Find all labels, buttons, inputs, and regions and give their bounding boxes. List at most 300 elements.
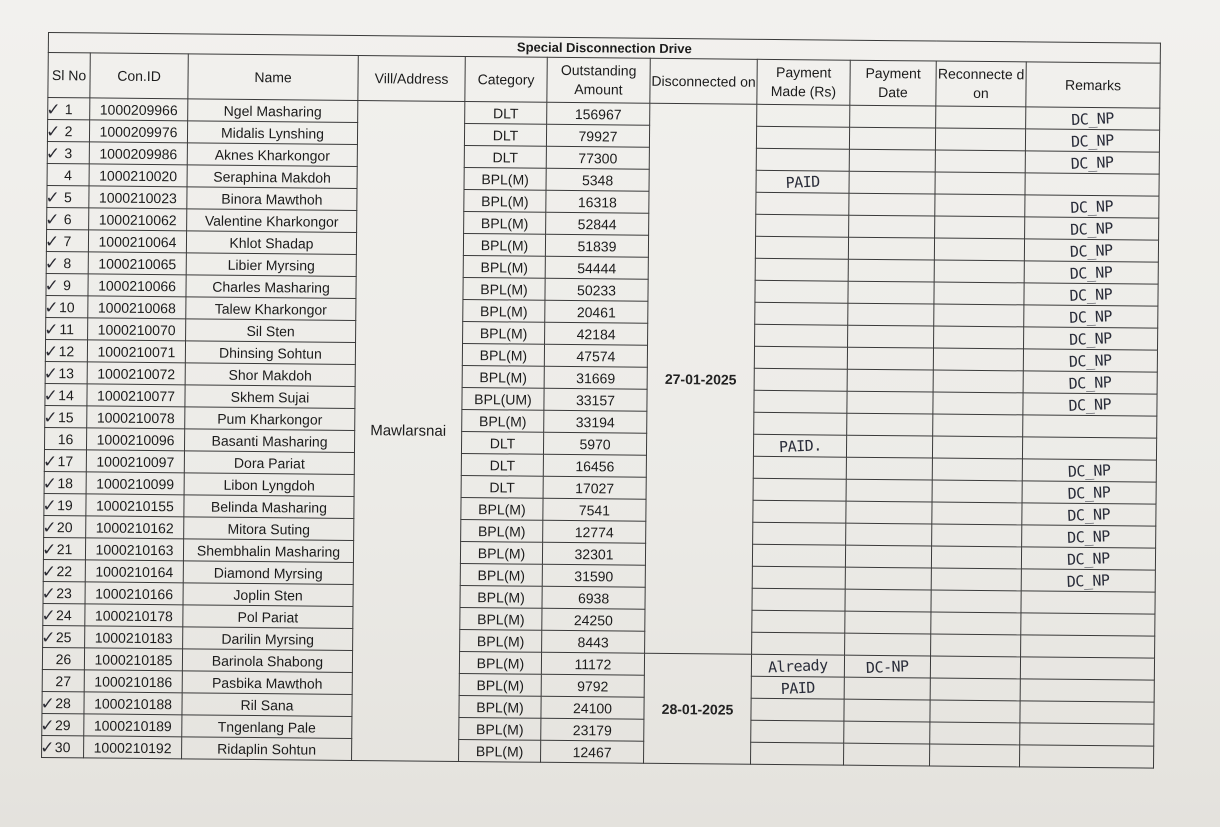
- check-mark-icon: ✓: [41, 627, 56, 649]
- row-name: Ngel Masharing: [188, 99, 358, 123]
- row-outstanding-amount: 31590: [542, 564, 645, 587]
- row-payment-made: [752, 544, 845, 567]
- row-reconnected-on: [933, 370, 1023, 393]
- row-remarks: [1025, 151, 1159, 174]
- row-con-id: 1000210078: [87, 406, 185, 429]
- disconnection-sheet: [41, 32, 1160, 769]
- disconnected-date-group-1: 27-01-2025: [645, 103, 757, 654]
- handwritten-remark: DC_NP: [1066, 548, 1111, 569]
- row-payment-made: [754, 412, 847, 435]
- row-outstanding-amount: 51839: [545, 234, 648, 257]
- row-outstanding-amount: 16456: [543, 454, 646, 477]
- row-remarks: [1025, 195, 1159, 218]
- row-payment-date: [848, 259, 934, 282]
- handwritten-remark: DC_NP: [1067, 526, 1111, 547]
- handwritten-remark: DC_NP: [1069, 240, 1114, 261]
- row-outstanding-amount: 32301: [542, 542, 645, 565]
- row-name: Pasbika Mawthoh: [182, 671, 352, 695]
- row-payment-date: [849, 127, 935, 150]
- row-name: Aknes Kharkongor: [187, 143, 357, 167]
- row-sl-no: 17 ✓: [44, 449, 86, 471]
- row-remarks: [1019, 745, 1153, 768]
- row-category: DLT: [461, 475, 543, 498]
- row-sl-no: 19 ✓: [44, 493, 86, 515]
- row-remarks: [1020, 723, 1154, 746]
- handwritten-remark: DC_NP: [1067, 482, 1111, 503]
- row-name: Talew Kharkongor: [186, 297, 356, 321]
- row-category: BPL(M): [462, 409, 544, 432]
- row-payment-date: [850, 105, 936, 128]
- row-outstanding-amount: 12467: [541, 740, 644, 763]
- row-payment-date: [847, 369, 933, 392]
- row-sl-no: 2 ✓: [47, 120, 89, 142]
- row-category: BPL(M): [459, 739, 541, 762]
- header-payment-made: Payment Made (Rs): [757, 59, 850, 105]
- row-outstanding-amount: 77300: [546, 146, 649, 169]
- check-mark-icon: ✓: [42, 517, 57, 539]
- header-payment-date: Payment Date: [850, 60, 936, 106]
- row-con-id: 1000210023: [89, 186, 187, 209]
- row-remarks: [1023, 349, 1157, 372]
- row-name: Skhem Sujai: [185, 385, 355, 409]
- row-sl-no: 1 ✓: [48, 98, 90, 120]
- row-payment-date: [844, 655, 930, 678]
- row-reconnected-on: [931, 546, 1021, 569]
- row-payment-date: [848, 281, 934, 304]
- row-remarks: [1024, 261, 1158, 284]
- row-reconnected-on: [933, 414, 1023, 437]
- row-payment-date: [847, 391, 933, 414]
- row-name: Khlot Shadap: [186, 231, 356, 255]
- row-reconnected-on: [929, 744, 1019, 767]
- row-con-id: 1000210070: [88, 318, 186, 341]
- row-outstanding-amount: 33157: [544, 388, 647, 411]
- row-category: BPL(M): [461, 497, 543, 520]
- row-reconnected-on: [932, 524, 1022, 547]
- row-sl-no: 16: [44, 427, 86, 449]
- header-reconnected-on: Reconnecte d on: [936, 61, 1026, 107]
- row-sl-no: 12 ✓: [45, 339, 87, 361]
- row-payment-made: [756, 214, 849, 237]
- row-outstanding-amount: 33194: [544, 410, 647, 433]
- handwritten-remark: DC_NP: [1070, 130, 1115, 151]
- handwritten-remark: DC_NP: [1069, 218, 1114, 239]
- handwritten-remark: DC_NP: [1070, 196, 1114, 217]
- row-reconnected-on: [935, 194, 1025, 217]
- handwritten-remark: DC_NP: [1068, 328, 1113, 349]
- row-payment-date: [845, 633, 931, 656]
- row-sl-no: 4: [47, 163, 89, 185]
- row-name: Seraphina Makdoh: [187, 165, 357, 189]
- row-outstanding-amount: 5348: [546, 168, 649, 191]
- check-mark-icon: ✓: [45, 121, 61, 143]
- row-name: Valentine Kharkongor: [187, 209, 357, 233]
- row-outstanding-amount: 47574: [544, 344, 647, 367]
- row-payment-date: [846, 457, 932, 480]
- row-name: Midalis Lynshing: [187, 121, 357, 145]
- row-reconnected-on: [934, 326, 1024, 349]
- row-reconnected-on: [930, 656, 1020, 679]
- row-outstanding-amount: 6938: [542, 586, 645, 609]
- row-category: BPL(M): [460, 629, 542, 652]
- row-village: Mawlarsnai: [352, 100, 465, 761]
- row-outstanding-amount: 24100: [541, 696, 644, 719]
- row-sl-no: 27: [42, 669, 84, 691]
- row-category: BPL(M): [459, 717, 541, 740]
- row-outstanding-amount: 54444: [545, 256, 648, 279]
- row-con-id: 1000210166: [85, 582, 183, 605]
- row-con-id: 1000210097: [86, 450, 184, 473]
- handwritten-remark: DC_NP: [1068, 394, 1112, 415]
- row-payment-made: [752, 566, 845, 589]
- row-payment-made: [756, 148, 849, 171]
- handwritten-payment-note: PAID: [780, 678, 816, 698]
- disconnected-date-group-2: 28-01-2025: [644, 653, 752, 764]
- check-mark-icon: ✓: [44, 231, 60, 253]
- row-remarks: [1020, 657, 1154, 680]
- check-mark-icon: ✓: [44, 253, 60, 275]
- row-category: BPL(M): [463, 255, 545, 278]
- row-name: Tngenlang Pale: [182, 715, 352, 739]
- row-reconnected-on: [935, 172, 1025, 195]
- table-body: [42, 98, 1160, 769]
- row-sl-no: 6 ✓: [47, 207, 89, 229]
- row-name: Binora Mawthoh: [187, 187, 357, 211]
- row-con-id: 1000210189: [84, 714, 182, 737]
- row-reconnected-on: [931, 612, 1021, 635]
- check-mark-icon: ✓: [41, 539, 57, 561]
- row-reconnected-on: [931, 568, 1021, 591]
- row-name: Charles Masharing: [186, 275, 356, 299]
- row-con-id: 1000209966: [90, 98, 188, 121]
- row-payment-date: [843, 743, 929, 766]
- handwritten-remark: DC_NP: [1067, 504, 1111, 525]
- row-sl-no: 23 ✓: [43, 581, 85, 603]
- row-reconnected-on: [932, 458, 1022, 481]
- row-name: Dora Pariat: [184, 451, 354, 475]
- row-outstanding-amount: 7541: [543, 498, 646, 521]
- row-sl-no: 5 ✓: [47, 185, 89, 207]
- row-name: Basanti Masharing: [184, 429, 354, 453]
- row-reconnected-on: [934, 282, 1024, 305]
- row-con-id: 1000210062: [89, 208, 187, 231]
- row-remarks: [1025, 217, 1159, 240]
- row-sl-no: 18 ✓: [44, 471, 86, 493]
- handwritten-remark: DC_NP: [1069, 262, 1113, 283]
- handwritten-remark: DC_NP: [1070, 152, 1114, 173]
- row-reconnected-on: [931, 590, 1021, 613]
- row-name: Sil Sten: [186, 319, 356, 343]
- row-con-id: 1000210096: [86, 428, 184, 451]
- handwritten-payment-note: PAID: [785, 172, 821, 192]
- row-sl-no: 8 ✓: [46, 251, 88, 273]
- row-payment-date: [848, 237, 934, 260]
- row-category: BPL(M): [460, 541, 542, 564]
- row-payment-date: [846, 435, 932, 458]
- row-category: DLT: [461, 453, 543, 476]
- row-name: Darilin Myrsing: [183, 627, 353, 651]
- row-sl-no: 25 ✓: [43, 625, 85, 647]
- row-name: Belinda Masharing: [184, 495, 354, 519]
- row-category: BPL(M): [460, 607, 542, 630]
- row-payment-made: [753, 434, 846, 457]
- row-sl-no: 10 ✓: [46, 295, 88, 317]
- row-remarks: [1025, 129, 1159, 152]
- row-payment-date: [844, 677, 930, 700]
- row-con-id: 1000210066: [88, 274, 186, 297]
- row-payment-date: [844, 721, 930, 744]
- row-payment-date: [847, 347, 933, 370]
- row-name: Shor Makdoh: [185, 363, 355, 387]
- row-payment-date: [849, 215, 935, 238]
- disconnection-table: [41, 32, 1161, 769]
- header-vill-address: Vill/Address: [358, 55, 465, 101]
- row-category: DLT: [464, 146, 546, 169]
- row-payment-made: [753, 456, 846, 479]
- row-con-id: 1000210185: [84, 648, 182, 671]
- row-category: DLT: [465, 102, 547, 125]
- row-outstanding-amount: 11172: [541, 652, 644, 675]
- check-mark-icon: ✓: [46, 99, 61, 121]
- row-payment-date: [845, 567, 931, 590]
- check-mark-icon: ✓: [40, 737, 55, 759]
- row-payment-date: [845, 611, 931, 634]
- row-sl-no: 22 ✓: [43, 559, 85, 581]
- row-category: BPL(M): [464, 211, 546, 234]
- handwritten-payment-date-note: DC-NP: [865, 656, 910, 677]
- row-category: BPL(M): [463, 277, 545, 300]
- row-remarks: [1022, 481, 1156, 504]
- row-remarks: [1023, 393, 1157, 416]
- row-payment-made: [751, 742, 844, 765]
- header-sl-no: Sl No: [48, 53, 90, 98]
- row-category: BPL(M): [464, 168, 546, 191]
- row-payment-date: [845, 589, 931, 612]
- check-mark-icon: ✓: [41, 561, 57, 583]
- row-payment-date: [847, 413, 933, 436]
- row-sl-no: 14 ✓: [45, 383, 87, 405]
- row-payment-made: [755, 302, 848, 325]
- row-remarks: [1022, 503, 1156, 526]
- row-name: Ril Sana: [182, 693, 352, 717]
- row-category: BPL(M): [461, 519, 543, 542]
- row-sl-no: 28 ✓: [42, 691, 84, 713]
- row-payment-date: [848, 303, 934, 326]
- check-mark-icon: ✓: [42, 495, 57, 517]
- header-con-id: Con.ID: [90, 53, 188, 99]
- row-reconnected-on: [930, 678, 1020, 701]
- row-sl-no: 7 ✓: [46, 229, 88, 251]
- row-con-id: 1000210183: [85, 626, 183, 649]
- handwritten-remark: DC_NP: [1071, 108, 1115, 129]
- row-con-id: 1000210188: [84, 692, 182, 715]
- row-outstanding-amount: 52844: [546, 212, 649, 235]
- row-name: Dhinsing Sohtun: [185, 341, 355, 365]
- row-con-id: 1000210068: [88, 296, 186, 319]
- row-name: Libon Lyngdoh: [184, 473, 354, 497]
- row-con-id: 1000209986: [89, 142, 187, 165]
- row-outstanding-amount: 42184: [545, 322, 648, 345]
- row-sl-no: 9 ✓: [46, 273, 88, 295]
- row-remarks: [1026, 107, 1160, 130]
- row-payment-date: [846, 523, 932, 546]
- row-reconnected-on: [930, 722, 1020, 745]
- row-con-id: 1000209976: [89, 120, 187, 143]
- row-remarks: [1024, 305, 1158, 328]
- row-payment-date: [849, 171, 935, 194]
- row-remarks: [1022, 459, 1156, 482]
- row-remarks: [1024, 283, 1158, 306]
- handwritten-payment-note: Already: [767, 655, 829, 676]
- check-mark-icon: ✓: [44, 319, 59, 341]
- row-outstanding-amount: 156967: [547, 102, 650, 125]
- row-payment-made: [751, 698, 844, 721]
- row-con-id: 1000210163: [85, 538, 183, 561]
- row-con-id: 1000210020: [89, 164, 187, 187]
- handwritten-remark: DC_NP: [1069, 306, 1113, 327]
- row-remarks: [1021, 547, 1155, 570]
- row-category: DLT: [464, 124, 546, 147]
- row-outstanding-amount: 20461: [545, 300, 648, 323]
- row-reconnected-on: [934, 260, 1024, 283]
- row-sl-no: 3 ✓: [47, 141, 89, 163]
- handwritten-remark: DC_NP: [1068, 350, 1113, 371]
- row-reconnected-on: [932, 436, 1022, 459]
- row-payment-date: [845, 545, 931, 568]
- row-sl-no: 29 ✓: [42, 713, 84, 735]
- row-name: Shembhalin Masharing: [183, 539, 353, 563]
- row-category: BPL(M): [462, 365, 544, 388]
- handwritten-remark: DC_NP: [1066, 570, 1110, 591]
- row-remarks: [1024, 239, 1158, 262]
- handwritten-payment-note: PAID.: [778, 435, 822, 456]
- row-name: Joplin Sten: [183, 583, 353, 607]
- row-category: BPL(M): [460, 585, 542, 608]
- row-con-id: 1000210178: [85, 604, 183, 627]
- row-con-id: 1000210164: [85, 560, 183, 583]
- row-payment-made: [754, 390, 847, 413]
- row-outstanding-amount: 17027: [543, 476, 646, 499]
- row-outstanding-amount: 5970: [543, 432, 646, 455]
- row-con-id: 1000210071: [87, 340, 185, 363]
- row-payment-made: [752, 632, 845, 655]
- row-payment-date: [846, 501, 932, 524]
- row-remarks: [1021, 613, 1155, 636]
- row-outstanding-amount: 16318: [546, 190, 649, 213]
- row-reconnected-on: [932, 502, 1022, 525]
- row-payment-made: [753, 522, 846, 545]
- row-name: Mitora Suting: [184, 517, 354, 541]
- row-reconnected-on: [935, 150, 1025, 173]
- row-con-id: 1000210072: [87, 362, 185, 385]
- row-reconnected-on: [934, 238, 1024, 261]
- row-payment-date: [844, 699, 930, 722]
- row-con-id: 1000210099: [86, 472, 184, 495]
- row-category: BPL(M): [460, 563, 542, 586]
- row-reconnected-on: [930, 700, 1020, 723]
- row-remarks: [1021, 635, 1155, 658]
- row-reconnected-on: [934, 304, 1024, 327]
- row-payment-made: [756, 170, 849, 193]
- check-mark-icon: ✓: [43, 341, 59, 363]
- row-payment-made: [755, 236, 848, 259]
- row-remarks: [1022, 437, 1156, 460]
- check-mark-icon: ✓: [43, 407, 58, 429]
- row-sl-no: 13 ✓: [45, 361, 87, 383]
- row-category: BPL(M): [463, 321, 545, 344]
- header-name: Name: [188, 54, 358, 101]
- row-outstanding-amount: 79927: [546, 124, 649, 147]
- row-category: BPL(M): [463, 299, 545, 322]
- row-category: BPL(M): [459, 673, 541, 696]
- row-reconnected-on: [935, 216, 1025, 239]
- row-payment-made: [752, 588, 845, 611]
- row-payment-made: [751, 654, 844, 677]
- row-outstanding-amount: 9792: [541, 674, 644, 697]
- handwritten-remark: DC_NP: [1069, 284, 1113, 305]
- row-payment-date: [848, 325, 934, 348]
- row-remarks: [1021, 569, 1155, 592]
- row-reconnected-on: [936, 106, 1026, 129]
- row-payment-date: [849, 193, 935, 216]
- row-category: BPL(M): [463, 233, 545, 256]
- header-category: Category: [465, 57, 547, 103]
- header-remarks: Remarks: [1026, 62, 1160, 108]
- row-category: BPL(UM): [462, 387, 544, 410]
- row-remarks: [1024, 327, 1158, 350]
- row-remarks: [1021, 591, 1155, 614]
- row-reconnected-on: [932, 480, 1022, 503]
- row-outstanding-amount: 8443: [542, 630, 645, 653]
- row-category: BPL(M): [459, 651, 541, 674]
- check-mark-icon: ✓: [44, 275, 59, 297]
- row-sl-no: 20 ✓: [44, 515, 86, 537]
- row-remarks: [1020, 701, 1154, 724]
- row-name: Ridaplin Sohtun: [182, 737, 352, 761]
- row-sl-no: 21 ✓: [43, 537, 85, 559]
- row-name: Barinola Shabong: [182, 649, 352, 673]
- row-payment-made: [755, 258, 848, 281]
- row-name: Diamond Myrsing: [183, 561, 353, 585]
- row-sl-no: 30 ✓: [42, 735, 84, 757]
- row-sl-no: 26: [42, 647, 84, 669]
- row-payment-made: [757, 104, 850, 127]
- check-mark-icon: ✓: [43, 385, 58, 407]
- row-payment-made: [756, 192, 849, 215]
- row-payment-made: [753, 500, 846, 523]
- row-remarks: [1020, 679, 1154, 702]
- row-con-id: 1000210162: [86, 516, 184, 539]
- row-payment-made: [755, 280, 848, 303]
- check-mark-icon: ✓: [45, 209, 60, 231]
- row-con-id: 1000210192: [84, 736, 182, 759]
- row-outstanding-amount: 31669: [544, 366, 647, 389]
- row-remarks: [1023, 415, 1157, 438]
- check-mark-icon: ✓: [42, 473, 58, 495]
- row-sl-no: 11 ✓: [46, 317, 88, 339]
- check-mark-icon: ✓: [45, 187, 60, 209]
- row-sl-no: 24 ✓: [43, 603, 85, 625]
- row-category: BPL(M): [462, 343, 544, 366]
- row-reconnected-on: [935, 128, 1025, 151]
- handwritten-remark: DC_NP: [1067, 460, 1112, 481]
- row-payment-date: [849, 149, 935, 172]
- row-name: Libier Myrsing: [186, 253, 356, 277]
- check-mark-icon: ✓: [45, 143, 61, 165]
- row-reconnected-on: [933, 392, 1023, 415]
- row-outstanding-amount: 23179: [541, 718, 644, 741]
- row-payment-made: [751, 676, 844, 699]
